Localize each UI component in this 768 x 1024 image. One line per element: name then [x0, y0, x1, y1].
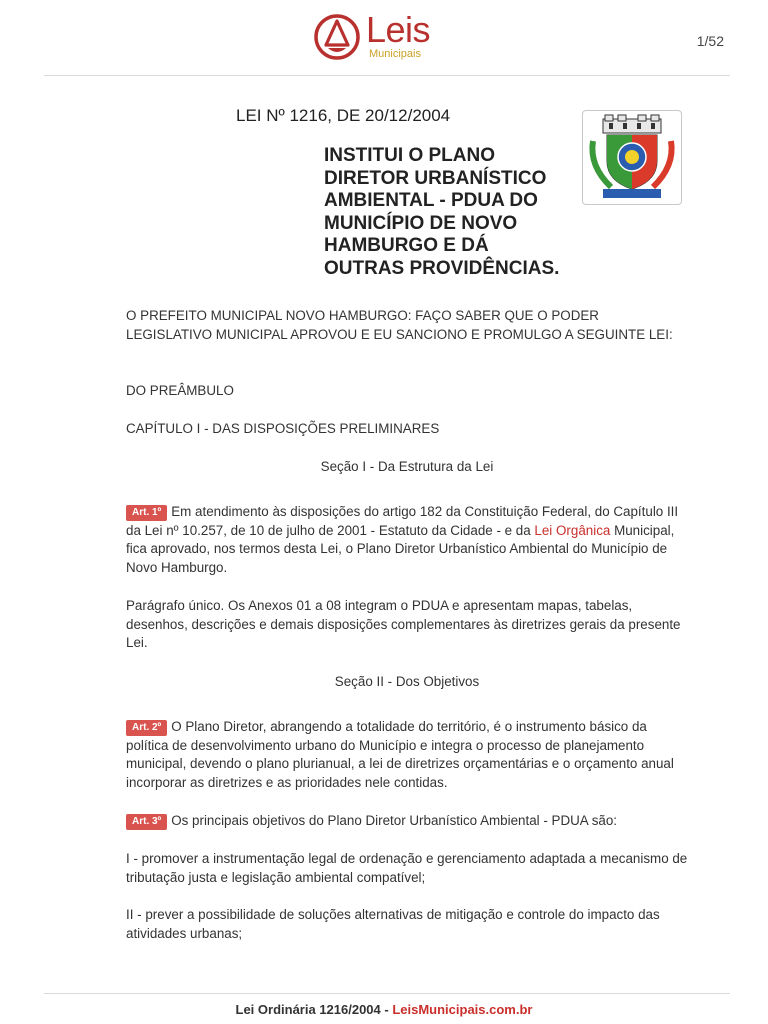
law-title: LEI Nº 1216, DE 20/12/2004 — [236, 106, 451, 125]
footer — [0, 1002, 768, 1017]
logo-text: Leis — [366, 9, 431, 50]
coat-of-arms-icon — [583, 111, 681, 204]
law-ementa: INSTITUI O PLANO DIRETOR URBANÍSTICO AMBIENTAL - PDUA DO MUNICÍPIO DE NOVO HAMBURGO E DÁ OUTRAS PROVIDÊNCIAS. — [324, 145, 560, 279]
secao-1-heading: Seção I - Da Estrutura da Lei — [320, 459, 494, 474]
article-2 — [126, 718, 688, 792]
page-indicator: 1/52 — [696, 33, 724, 49]
municipal-crest — [582, 110, 682, 205]
scale-of-justice-icon — [313, 12, 363, 62]
article-1-badge[interactable]: Art. 1º — [126, 505, 167, 521]
logo-subtext: Municipais — [369, 48, 421, 60]
article-3 — [126, 812, 688, 831]
lei-organica-link[interactable]: Lei Orgânica — [534, 522, 611, 538]
article-1-text-b: Municipal, fica aprovado, nos termos desta Lei, o Plano Diretor Urbanístico Ambiental do Município de Novo Hamburgo. — [126, 522, 675, 575]
inciso-1: I - promover a instrumentação legal de ordenação e gerenciamento adaptada a mecanismo de tributação justa e legislação ambiental compatível; — [126, 851, 688, 885]
secao-2-heading: Seção II - Dos Objetivos — [334, 674, 480, 689]
header-divider — [44, 75, 730, 76]
paragrafo-unico: Parágrafo único. Os Anexos 01 a 08 integram o PDUA e apresentam mapas, tabelas, desenhos, descrições e demais disposições complementares às diretrizes gerais da presente Lei. — [126, 598, 681, 650]
article-3-badge[interactable]: Art. 3º — [126, 814, 167, 830]
article-1 — [126, 503, 688, 577]
footer-divider — [44, 993, 730, 994]
do-preambulo: DO PREÂMBULO — [126, 383, 234, 398]
footer-site-link[interactable]: LeisMunicipais.com.br — [392, 1002, 533, 1017]
article-2-badge[interactable]: Art. 2º — [126, 720, 167, 736]
article-2-text: O Plano Diretor, abrangendo a totalidade do território, é o instrumento básico da política de desenvolvimento urbano do Município e integra o processo de planejamento municipal, devendo o plano plurianual, a lei de diretrizes orçamentárias e o orçamento anual incorporar as diretrizes e as prioridades nele contidas. — [126, 719, 674, 790]
article-3-text: Os principais objetivos do Plano Diretor Urbanístico Ambiental - PDUA são: — [171, 813, 618, 828]
preamble: O PREFEITO MUNICIPAL NOVO HAMBURGO: FAÇO SABER QUE O PODER LEGISLATIVO MUNICIPAL APROVOU E EU SANCIONO E PROMULGO A SEGUINTE LEI: — [126, 308, 673, 342]
article-1-text-a: Em atendimento às disposições do artigo 182 da Constituição Federal, do Capítulo III da Lei nº 10.257, de 10 de julho de 2001 - Estatuto da Cidade - e da — [126, 504, 679, 538]
capitulo-heading: CAPÍTULO I - DAS DISPOSIÇÕES PRELIMINARES — [126, 421, 440, 436]
inciso-2: II - prever a possibilidade de soluções alternativas de mitigação e controle do impacto das atividades urbanas; — [126, 907, 660, 941]
footer-label: Lei Ordinária 1216/2004 - — [235, 1002, 393, 1017]
